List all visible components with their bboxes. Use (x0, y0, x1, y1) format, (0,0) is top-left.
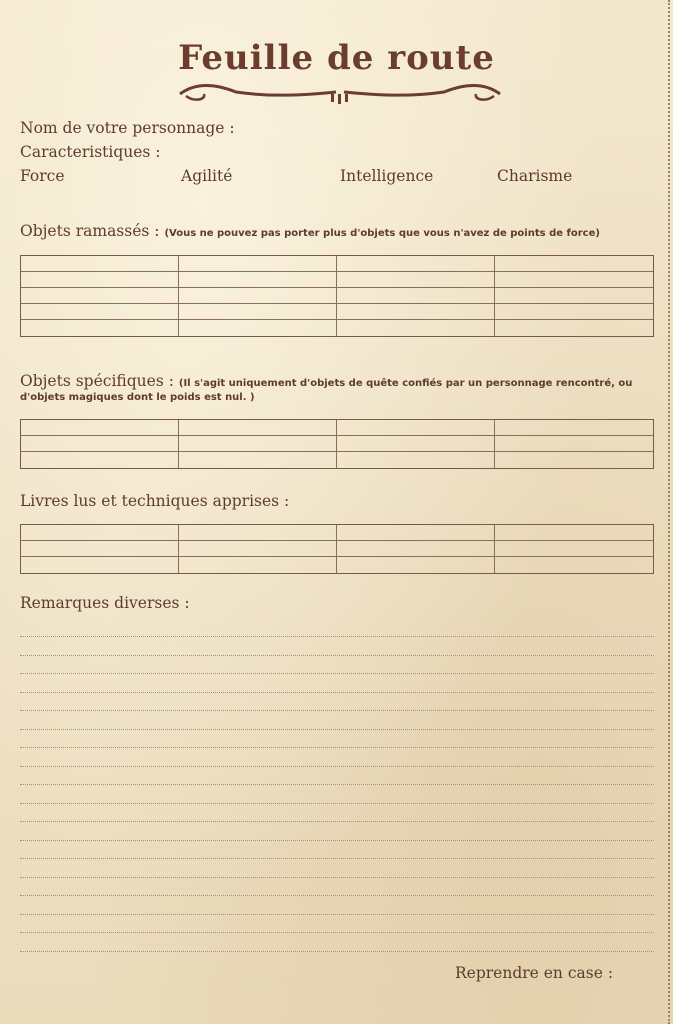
objets-specifiques-table[interactable] (20, 419, 654, 469)
dotted-line[interactable] (20, 840, 654, 841)
table-cell[interactable] (337, 557, 495, 573)
table-cell[interactable] (179, 557, 337, 573)
objets-specifiques-heading (20, 372, 632, 390)
reprendre-label: Reprendre en case : (455, 964, 614, 982)
livres-table[interactable] (20, 524, 654, 574)
table-cell[interactable] (179, 288, 337, 304)
table-cell[interactable] (337, 288, 495, 304)
dotted-line[interactable] (20, 692, 654, 693)
characteristics-label: Caracteristiques : (20, 143, 161, 161)
dotted-line[interactable] (20, 803, 654, 804)
objets-specifiques-label: Objets spécifiques : (20, 372, 174, 390)
table-cell[interactable] (495, 557, 653, 573)
table-cell[interactable] (21, 288, 179, 304)
dotted-line[interactable] (20, 636, 654, 637)
table-cell[interactable] (337, 304, 495, 320)
table-cell[interactable] (495, 420, 653, 436)
dotted-line[interactable] (20, 747, 654, 748)
table-cell[interactable] (179, 541, 337, 557)
page-title: Feuille de route (178, 38, 495, 78)
table-cell[interactable] (179, 272, 337, 288)
table-cell[interactable] (337, 525, 495, 541)
table-cell[interactable] (21, 320, 179, 336)
table-cell[interactable] (21, 557, 179, 573)
table-cell[interactable] (337, 436, 495, 452)
table-cell[interactable] (179, 436, 337, 452)
dotted-line[interactable] (20, 784, 654, 785)
stat-agilite: Agilité (181, 167, 233, 185)
stat-intelligence: Intelligence (340, 167, 434, 185)
stat-charisme: Charisme (497, 167, 573, 185)
table-cell[interactable] (179, 452, 337, 468)
table-cell[interactable] (21, 420, 179, 436)
table-cell[interactable] (21, 452, 179, 468)
table-cell[interactable] (21, 525, 179, 541)
table-cell[interactable] (21, 541, 179, 557)
dotted-line[interactable] (20, 914, 654, 915)
dotted-line[interactable] (20, 710, 654, 711)
table-cell[interactable] (179, 320, 337, 336)
character-name-label: Nom de votre personnage : (20, 119, 235, 137)
dotted-line[interactable] (20, 766, 654, 767)
table-cell[interactable] (337, 541, 495, 557)
dotted-line[interactable] (20, 895, 654, 896)
table-cell[interactable] (337, 320, 495, 336)
table-cell[interactable] (337, 256, 495, 272)
table-cell[interactable] (21, 256, 179, 272)
table-cell[interactable] (337, 272, 495, 288)
table-cell[interactable] (179, 256, 337, 272)
objets-ramasses-heading (20, 222, 600, 240)
table-cell[interactable] (495, 436, 653, 452)
table-cell[interactable] (337, 420, 495, 436)
table-cell[interactable] (495, 272, 653, 288)
table-cell[interactable] (21, 436, 179, 452)
dotted-line[interactable] (20, 858, 654, 859)
stat-force: Force (20, 167, 65, 185)
objets-ramasses-label: Objets ramassés : (20, 222, 160, 240)
objets-ramasses-table[interactable] (20, 255, 654, 337)
perforation-edge (668, 0, 670, 1024)
table-cell[interactable] (21, 272, 179, 288)
dotted-line[interactable] (20, 729, 654, 730)
dotted-line[interactable] (20, 877, 654, 878)
title-flourish (176, 80, 504, 106)
table-cell[interactable] (179, 525, 337, 541)
table-cell[interactable] (495, 288, 653, 304)
table-cell[interactable] (495, 256, 653, 272)
table-cell[interactable] (495, 320, 653, 336)
objets-specifiques-note-line1: (Il s'agit uniquement d'objets de quête confiés par un personnage rencontré, ou (178, 378, 633, 389)
dotted-line[interactable] (20, 932, 654, 933)
dotted-line[interactable] (20, 655, 654, 656)
dotted-line[interactable] (20, 951, 654, 952)
remarques-heading: Remarques diverses : (20, 594, 190, 612)
table-cell[interactable] (21, 304, 179, 320)
table-cell[interactable] (495, 541, 653, 557)
table-cell[interactable] (179, 420, 337, 436)
table-cell[interactable] (495, 304, 653, 320)
dotted-line[interactable] (20, 821, 654, 822)
objets-specifiques-note-line2: d'objets magiques dont le poids est nul. ) (20, 392, 255, 403)
objets-ramasses-note: (Vous ne pouvez pas porter plus d'objets que vous n'avez de points de force) (164, 228, 600, 239)
table-cell[interactable] (495, 525, 653, 541)
dotted-line[interactable] (20, 673, 654, 674)
livres-heading: Livres lus et techniques apprises : (20, 492, 290, 510)
table-cell[interactable] (179, 304, 337, 320)
table-cell[interactable] (495, 452, 653, 468)
table-cell[interactable] (337, 452, 495, 468)
